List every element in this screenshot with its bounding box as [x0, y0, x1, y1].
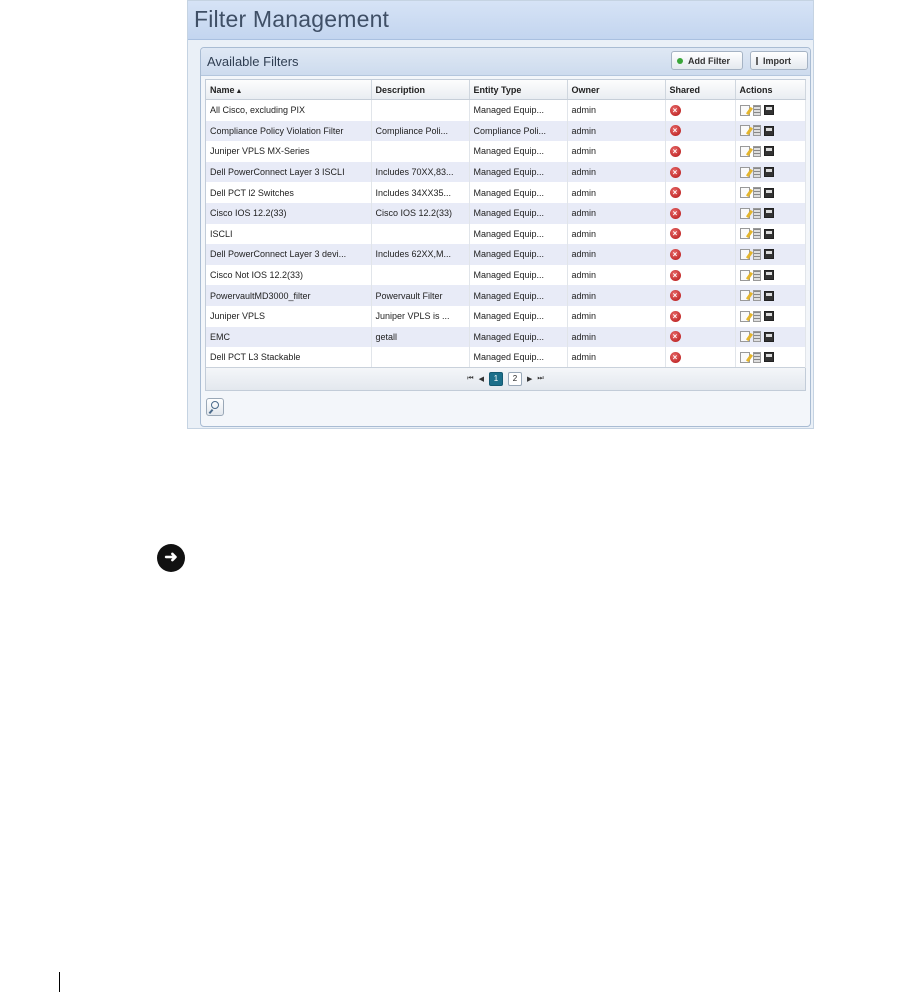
not-shared-x-icon: ×	[670, 208, 681, 219]
cell-actions	[735, 265, 805, 286]
cell-name: All Cisco, excluding PIX	[206, 100, 371, 121]
details-icon[interactable]	[753, 105, 761, 116]
save-icon[interactable]	[764, 291, 774, 301]
cell-shared	[665, 100, 735, 121]
header-row	[206, 80, 805, 100]
pagination	[206, 367, 805, 390]
edit-icon[interactable]	[740, 208, 750, 219]
table-row[interactable]	[206, 162, 805, 183]
edit-icon[interactable]	[740, 125, 750, 136]
table-row[interactable]	[206, 203, 805, 224]
edit-icon[interactable]	[740, 290, 750, 301]
save-icon[interactable]	[764, 105, 774, 115]
page-margin-rule	[59, 972, 60, 992]
edit-icon[interactable]	[740, 167, 750, 178]
cell-actions	[735, 182, 805, 203]
page-1-button[interactable]: 1	[489, 372, 503, 386]
cell-owner: admin	[567, 265, 665, 286]
cell-description	[371, 141, 469, 162]
cell-entity-type: Managed Equip...	[469, 141, 567, 162]
import-label: Import	[763, 55, 791, 66]
cell-shared	[665, 285, 735, 306]
cell-entity-type: Managed Equip...	[469, 203, 567, 224]
cell-description	[371, 265, 469, 286]
save-icon[interactable]	[764, 208, 774, 218]
not-shared-x-icon: ×	[670, 125, 681, 136]
page-2-button[interactable]: 2	[508, 372, 522, 386]
save-icon[interactable]	[764, 311, 774, 321]
cell-description: Includes 70XX,83...	[371, 162, 469, 183]
details-icon[interactable]	[753, 249, 761, 260]
import-button[interactable]	[750, 51, 808, 70]
cell-name: Dell PCT L3 Stackable	[206, 347, 371, 368]
cell-actions	[735, 100, 805, 121]
cell-shared	[665, 306, 735, 327]
save-icon[interactable]	[764, 229, 774, 239]
cell-entity-type: Managed Equip...	[469, 224, 567, 245]
last-page-button[interactable]: ⏭	[537, 375, 544, 382]
cell-owner: admin	[567, 347, 665, 368]
cell-owner: admin	[567, 327, 665, 348]
details-icon[interactable]	[753, 125, 761, 136]
table-row[interactable]	[206, 347, 805, 368]
table-row[interactable]	[206, 224, 805, 245]
cell-description	[371, 100, 469, 121]
save-icon[interactable]	[764, 146, 774, 156]
page-title: Filter Management	[194, 6, 390, 32]
cell-entity-type: Managed Equip...	[469, 265, 567, 286]
details-icon[interactable]	[753, 331, 761, 342]
cell-name: Cisco Not IOS 12.2(33)	[206, 265, 371, 286]
not-shared-x-icon: ×	[670, 146, 681, 157]
not-shared-x-icon: ×	[670, 270, 681, 281]
edit-icon[interactable]	[740, 146, 750, 157]
cell-entity-type: Managed Equip...	[469, 182, 567, 203]
cell-entity-type: Managed Equip...	[469, 285, 567, 306]
magnifier-icon	[211, 401, 219, 409]
note-arrow-icon: ➜	[157, 544, 185, 572]
panel-title: Available Filters	[207, 54, 299, 69]
cell-entity-type: Compliance Poli...	[469, 121, 567, 142]
cell-name: Cisco IOS 12.2(33)	[206, 203, 371, 224]
column-header-label: Entity Type	[473, 84, 522, 95]
not-shared-x-icon: ×	[670, 228, 681, 239]
cell-name: ISCLI	[206, 224, 371, 245]
cell-owner: admin	[567, 100, 665, 121]
edit-icon[interactable]	[740, 311, 750, 322]
edit-icon[interactable]	[740, 331, 750, 342]
cell-shared	[665, 141, 735, 162]
details-icon[interactable]	[753, 187, 761, 198]
column-header-entity-type[interactable]	[469, 80, 567, 100]
save-icon[interactable]	[764, 126, 774, 136]
cell-description: Includes 62XX,M...	[371, 244, 469, 265]
available-filters-panel	[200, 47, 811, 427]
cell-shared	[665, 224, 735, 245]
sort-ascending-icon: ▲	[235, 87, 243, 95]
prev-page-button[interactable]: ◀	[478, 376, 484, 383]
table-row[interactable]	[206, 327, 805, 348]
magnifier-handle	[209, 409, 214, 414]
cell-shared	[665, 327, 735, 348]
cell-shared	[665, 162, 735, 183]
cell-actions	[735, 141, 805, 162]
save-icon[interactable]	[764, 270, 774, 280]
add-filter-label: Add Filter	[688, 55, 730, 66]
cell-owner: admin	[567, 121, 665, 142]
save-icon[interactable]	[764, 188, 774, 198]
cell-shared	[665, 121, 735, 142]
cell-description: Juniper VPLS is ...	[371, 306, 469, 327]
cell-name: PowervaultMD3000_filter	[206, 285, 371, 306]
cell-actions	[735, 244, 805, 265]
cell-name: Compliance Policy Violation Filter	[206, 121, 371, 142]
cell-actions	[735, 327, 805, 348]
save-icon[interactable]	[764, 249, 774, 259]
filters-grid	[205, 79, 806, 391]
cell-shared	[665, 244, 735, 265]
table-body	[206, 100, 805, 368]
cell-actions	[735, 162, 805, 183]
table-row[interactable]	[206, 306, 805, 327]
not-shared-x-icon: ×	[670, 331, 681, 342]
details-icon[interactable]	[753, 208, 761, 219]
cell-name: Dell PCT l2 Switches	[206, 182, 371, 203]
cell-owner: admin	[567, 162, 665, 183]
details-icon[interactable]	[753, 352, 761, 363]
table-row[interactable]	[206, 285, 805, 306]
next-page-button[interactable]: ▶	[527, 376, 533, 383]
title-bar	[188, 1, 813, 40]
cell-entity-type: Managed Equip...	[469, 244, 567, 265]
cell-description	[371, 224, 469, 245]
cell-actions	[735, 203, 805, 224]
cell-description: Compliance Poli...	[371, 121, 469, 142]
table-row[interactable]	[206, 182, 805, 203]
column-header-actions[interactable]	[735, 80, 805, 100]
cell-name: Dell PowerConnect Layer 3 devi...	[206, 244, 371, 265]
edit-icon[interactable]	[740, 187, 750, 198]
cell-actions	[735, 285, 805, 306]
save-icon[interactable]	[764, 352, 774, 362]
cell-entity-type: Managed Equip...	[469, 162, 567, 183]
cell-actions	[735, 347, 805, 368]
cell-owner: admin	[567, 182, 665, 203]
cell-description: Includes 34XX35...	[371, 182, 469, 203]
cell-description: Cisco IOS 12.2(33)	[371, 203, 469, 224]
add-icon	[677, 58, 683, 64]
cell-actions	[735, 121, 805, 142]
cell-owner: admin	[567, 285, 665, 306]
edit-icon[interactable]	[740, 352, 750, 363]
add-filter-button[interactable]	[671, 51, 743, 70]
details-icon[interactable]	[753, 146, 761, 157]
cell-description: Powervault Filter	[371, 285, 469, 306]
not-shared-x-icon: ×	[670, 187, 681, 198]
cell-actions	[735, 306, 805, 327]
not-shared-x-icon: ×	[670, 167, 681, 178]
cell-owner: admin	[567, 244, 665, 265]
column-header-label: Shared	[669, 84, 701, 95]
cell-owner: admin	[567, 141, 665, 162]
panel-header	[201, 48, 810, 76]
cell-shared	[665, 347, 735, 368]
first-page-button[interactable]: ⏮	[467, 375, 474, 382]
cell-owner: admin	[567, 224, 665, 245]
cell-description: getall	[371, 327, 469, 348]
import-icon	[756, 57, 758, 65]
table-row[interactable]	[206, 141, 805, 162]
table-row[interactable]	[206, 265, 805, 286]
column-header-description[interactable]	[371, 80, 469, 100]
column-header-owner[interactable]	[567, 80, 665, 100]
cell-shared	[665, 265, 735, 286]
filter-management-screenshot	[187, 0, 814, 429]
edit-icon[interactable]	[740, 105, 750, 116]
column-header-shared[interactable]	[665, 80, 735, 100]
not-shared-x-icon: ×	[670, 105, 681, 116]
cell-actions	[735, 224, 805, 245]
search-button[interactable]	[206, 398, 224, 416]
cell-shared	[665, 203, 735, 224]
column-header-label: Description	[375, 84, 426, 95]
table-row[interactable]	[206, 244, 805, 265]
cell-entity-type: Managed Equip...	[469, 327, 567, 348]
cell-owner: admin	[567, 306, 665, 327]
details-icon[interactable]	[753, 290, 761, 301]
details-icon[interactable]	[753, 311, 761, 322]
table-row[interactable]	[206, 100, 805, 121]
column-header-label: Actions	[739, 84, 773, 95]
cell-description	[371, 347, 469, 368]
not-shared-x-icon: ×	[670, 290, 681, 301]
cell-entity-type: Managed Equip...	[469, 347, 567, 368]
cell-name: Juniper VPLS	[206, 306, 371, 327]
cell-name: Juniper VPLS MX-Series	[206, 141, 371, 162]
column-header-label: Name	[210, 84, 235, 95]
save-icon[interactable]	[764, 332, 774, 342]
not-shared-x-icon: ×	[670, 311, 681, 322]
column-header-name[interactable]	[206, 80, 371, 100]
not-shared-x-icon: ×	[670, 352, 681, 363]
details-icon[interactable]	[753, 270, 761, 281]
cell-name: Dell PowerConnect Layer 3 ISCLI	[206, 162, 371, 183]
cell-entity-type: Managed Equip...	[469, 100, 567, 121]
details-icon[interactable]	[753, 228, 761, 239]
cell-owner: admin	[567, 203, 665, 224]
not-shared-x-icon: ×	[670, 249, 681, 260]
details-icon[interactable]	[753, 167, 761, 178]
save-icon[interactable]	[764, 167, 774, 177]
cell-entity-type: Managed Equip...	[469, 306, 567, 327]
edit-icon[interactable]	[740, 270, 750, 281]
filters-table	[206, 80, 806, 368]
table-row[interactable]	[206, 121, 805, 142]
column-header-label: Owner	[571, 84, 600, 95]
edit-icon[interactable]	[740, 249, 750, 260]
edit-icon[interactable]	[740, 228, 750, 239]
cell-name: EMC	[206, 327, 371, 348]
cell-shared	[665, 182, 735, 203]
